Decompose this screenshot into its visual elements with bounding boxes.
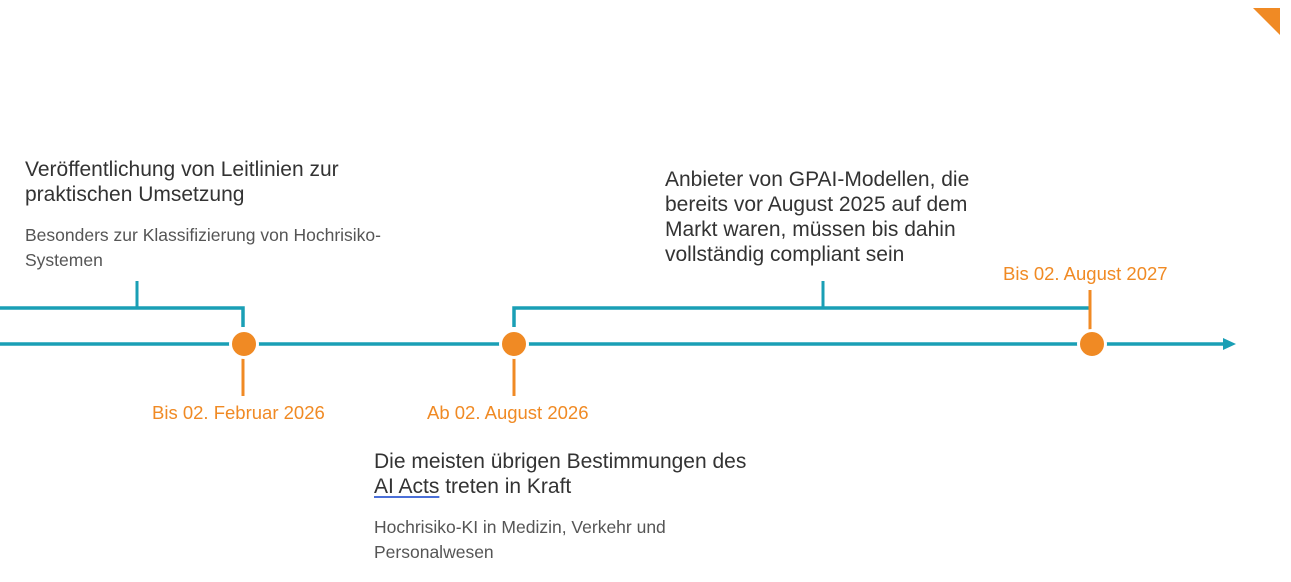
milestone-2-dot bbox=[501, 331, 528, 358]
ai-acts-link[interactable]: AI Acts bbox=[374, 475, 440, 498]
milestone-1-dot bbox=[231, 331, 258, 358]
milestone-2-date: Ab 02. August 2026 bbox=[427, 402, 589, 423]
bracket-3 bbox=[514, 281, 1090, 327]
milestone-2-text bbox=[374, 449, 754, 565]
corner-triangle-icon bbox=[1253, 8, 1280, 35]
milestone-2-description: Hochrisiko-KI in Medizin, Verkehr und Personalwesen bbox=[374, 517, 666, 562]
milestone-2-title bbox=[374, 449, 754, 499]
milestone-1-text bbox=[25, 157, 405, 273]
milestone-1-description: Besonders zur Klassifizierung von Hochrisiko-Systemen bbox=[25, 225, 381, 270]
milestone-3-date: Bis 02. August 2027 bbox=[1003, 263, 1168, 284]
milestone-2-title-part1: Die meisten übrigen Bestimmungen des bbox=[374, 450, 747, 473]
milestone-3-title: Anbieter von GPAI-Modellen, die bereits vor August 2025 auf dem Markt waren, müssen bis dahin vollständig compliant sein bbox=[665, 168, 970, 266]
timeline-arrow-icon bbox=[1223, 338, 1236, 350]
milestone-3-dot bbox=[1079, 331, 1106, 358]
milestone-3-text bbox=[665, 167, 1010, 267]
milestone-2-title-part2: treten in Kraft bbox=[439, 475, 572, 498]
bracket-1 bbox=[0, 281, 243, 327]
milestone-1-title: Veröffentlichung von Leitlinien zur praktischen Umsetzung bbox=[25, 158, 339, 206]
milestone-1-date: Bis 02. Februar 2026 bbox=[152, 402, 325, 423]
